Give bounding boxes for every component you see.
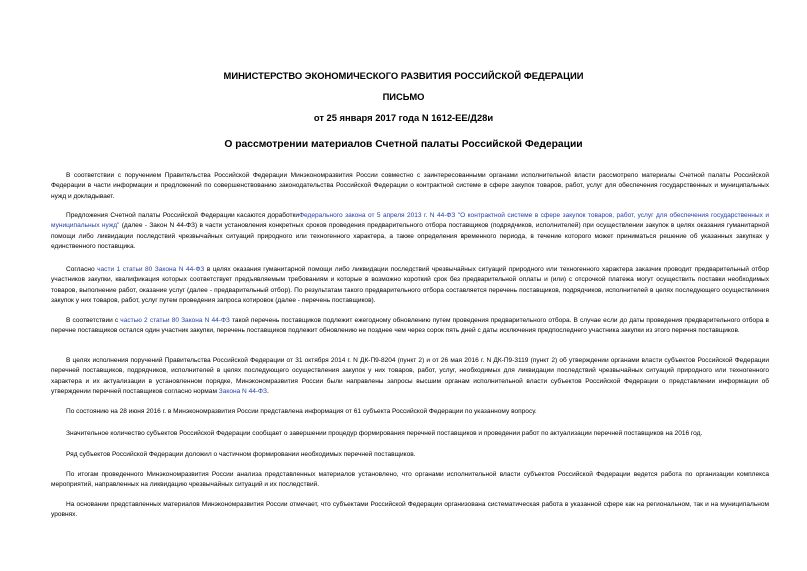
paragraph-3 [51,265,769,306]
article-80-part-2-link[interactable]: частью 2 статьи 80 Закона N 44-ФЗ [120,317,230,324]
paragraph-text: В соответствии с поручением Правительства Российской Федерации Минэкономразвития России совместно с заинтересованными органами исполнительной власти рассмотрело материалы Счетной палаты Российской Федерации в части информации и предложений по совершенствованию законодательства Российской Федерации о контрактной системе в сфере закупок товаров, работ, услуг для обеспечения государственных и муниципальных нужд и докладывает. [51,172,769,200]
paragraph-1 [51,171,769,202]
paragraph-text: Значительное количество субъектов Российской Федерации сообщает о завершении процедур формирования перечней поставщиков и проведении работ по актуализации перечней поставщиков на 2016 год. [66,430,703,437]
federal-law-44fz-link[interactable]: Федерального закона от 5 апреля 2013 г. N 44-ФЗ "О контрактной системе в сфере закупок товаров, работ, услуг для обеспечения государственных и муниципальных нужд" [51,212,769,230]
paragraph-text: Ряд субъектов Российской Федерации доложил о частичном формировании необходимых перечней поставщиков. [66,451,416,458]
law-44fz-link[interactable]: Закона N 44-ФЗ [218,387,267,395]
paragraph-text-after: такой перечень поставщиков подлежит ежегодному обновлению путем проведения предварительного отбора. В случае если до даты проведения предварительного отбора в перечне поставщиков остался один участник закупки, перечень поставщиков подлежит обновлению не позднее чем через сорок пять дней с даты исключения предпоследнего участника закупки из этого перечня поставщиков. [51,317,769,335]
paragraph-text-before: Согласно [66,266,98,273]
document-subject: О рассмотрении материалов Счетной палаты Российской Федерации [224,139,583,150]
document-date-number: от 25 января 2017 года N 1612-ЕЕ/Д28и [313,112,494,123]
paragraph-2 [51,211,769,252]
article-80-part-1-link[interactable]: части 1 статьи 80 Закона N 44-ФЗ [97,266,205,273]
paragraph-text: По состоянию на 28 июня 2016 г. в Минэкономразвития России представлена информация от 61 субъекта Российской Федерации по указанному вопросу. [66,408,537,415]
paragraph-text-after: в целях оказания гуманитарной помощи либо ликвидации последствий чрезвычайных ситуаций природного или техногенного характера заказчик проводит предварительный отбор участников закупки, квалификация которых соответствует предъявляемым требованиям и которые в возможно короткий срок без предварительной оплаты и (или) с отсрочкой платежа могут осуществить поставки необходимых товаров, выполнение работ, оказание услуг (далее - предварительный отбор). По результатам такого предварительного отбора составляется перечень поставщиков, подрядчиков, исполнителей в целях последующего осуществления закупок у них товаров, работ, услуг путем проведения запроса котировок (далее - перечень поставщиков). [51,266,770,304]
paragraph-10 [51,500,769,521]
paragraph-text: На основании представленных материалов Минэкономразвития России отмечает, что субъектами Российской Федерации организована систематическая работа в указанной сфере как на региональном, так и на муниципальном уровнях. [51,501,769,519]
paragraph-6 [51,407,769,417]
paragraph-5 [51,356,769,397]
paragraph-text-before: Предложения Счетной палаты Российской Федерации касаются доработки [66,212,300,219]
paragraph-text-before: В целях исполнения поручений Правительства Российской Федерации от 31 октября 2014 г. N ДК-П9-8204 (пункт 2) и от 26 мая 2016 г. N ДК-П9-3119 (пункт 2) об утверждении органами власти субъектов Российской Федерации перечней поставщиков, подрядчиков, исполнителей в целях последующего осуществления закупок у них товаров, работ, услуг, необходимых для ликвидации последствий чрезвычайных ситуаций природного или техногенного характера и их актуализации в установленном порядке, Минэкономразвития России были направлены запросы высшим органам исполнительной власти субъектов Российской Федерации о представлении информации об утверждении перечней поставщиков согласно нормам [51,357,769,395]
paragraph-text-before: В соответствии с [66,317,121,324]
paragraph-4 [51,316,769,337]
paragraph-text-after: . [266,387,269,395]
ministry-heading: МИНИСТЕРСТВО ЭКОНОМИЧЕСКОГО РАЗВИТИЯ РОССИЙСКОЙ ФЕДЕРАЦИИ [223,70,584,81]
paragraph-7 [51,429,769,439]
paragraph-text-after: (далее - Закон N 44-ФЗ) в части установления конкретных сроков проведения предварительного отбора поставщиков (подрядчиков, исполнителей) при осуществлении закупок в целях оказания гуманитарной помощи либо ликвидации последствий чрезвычайных ситуаций природного или техногенного характера, а также определения временного периода, в течение которого может приниматься решение об указанных закупках у единственного поставщика. [51,222,769,250]
paragraph-text: По итогам проведенного Минэкономразвития России анализа представленных материалов установлено, что органами исполнительной власти субъектов Российской Федерации ведется работа по организации комплекса мероприятий, направленных на ликвидацию чрезвычайных ситуаций и их последствий. [51,471,769,489]
paragraph-8 [51,450,769,460]
paragraph-9 [51,470,769,491]
document-type: ПИСЬМО [382,91,425,102]
